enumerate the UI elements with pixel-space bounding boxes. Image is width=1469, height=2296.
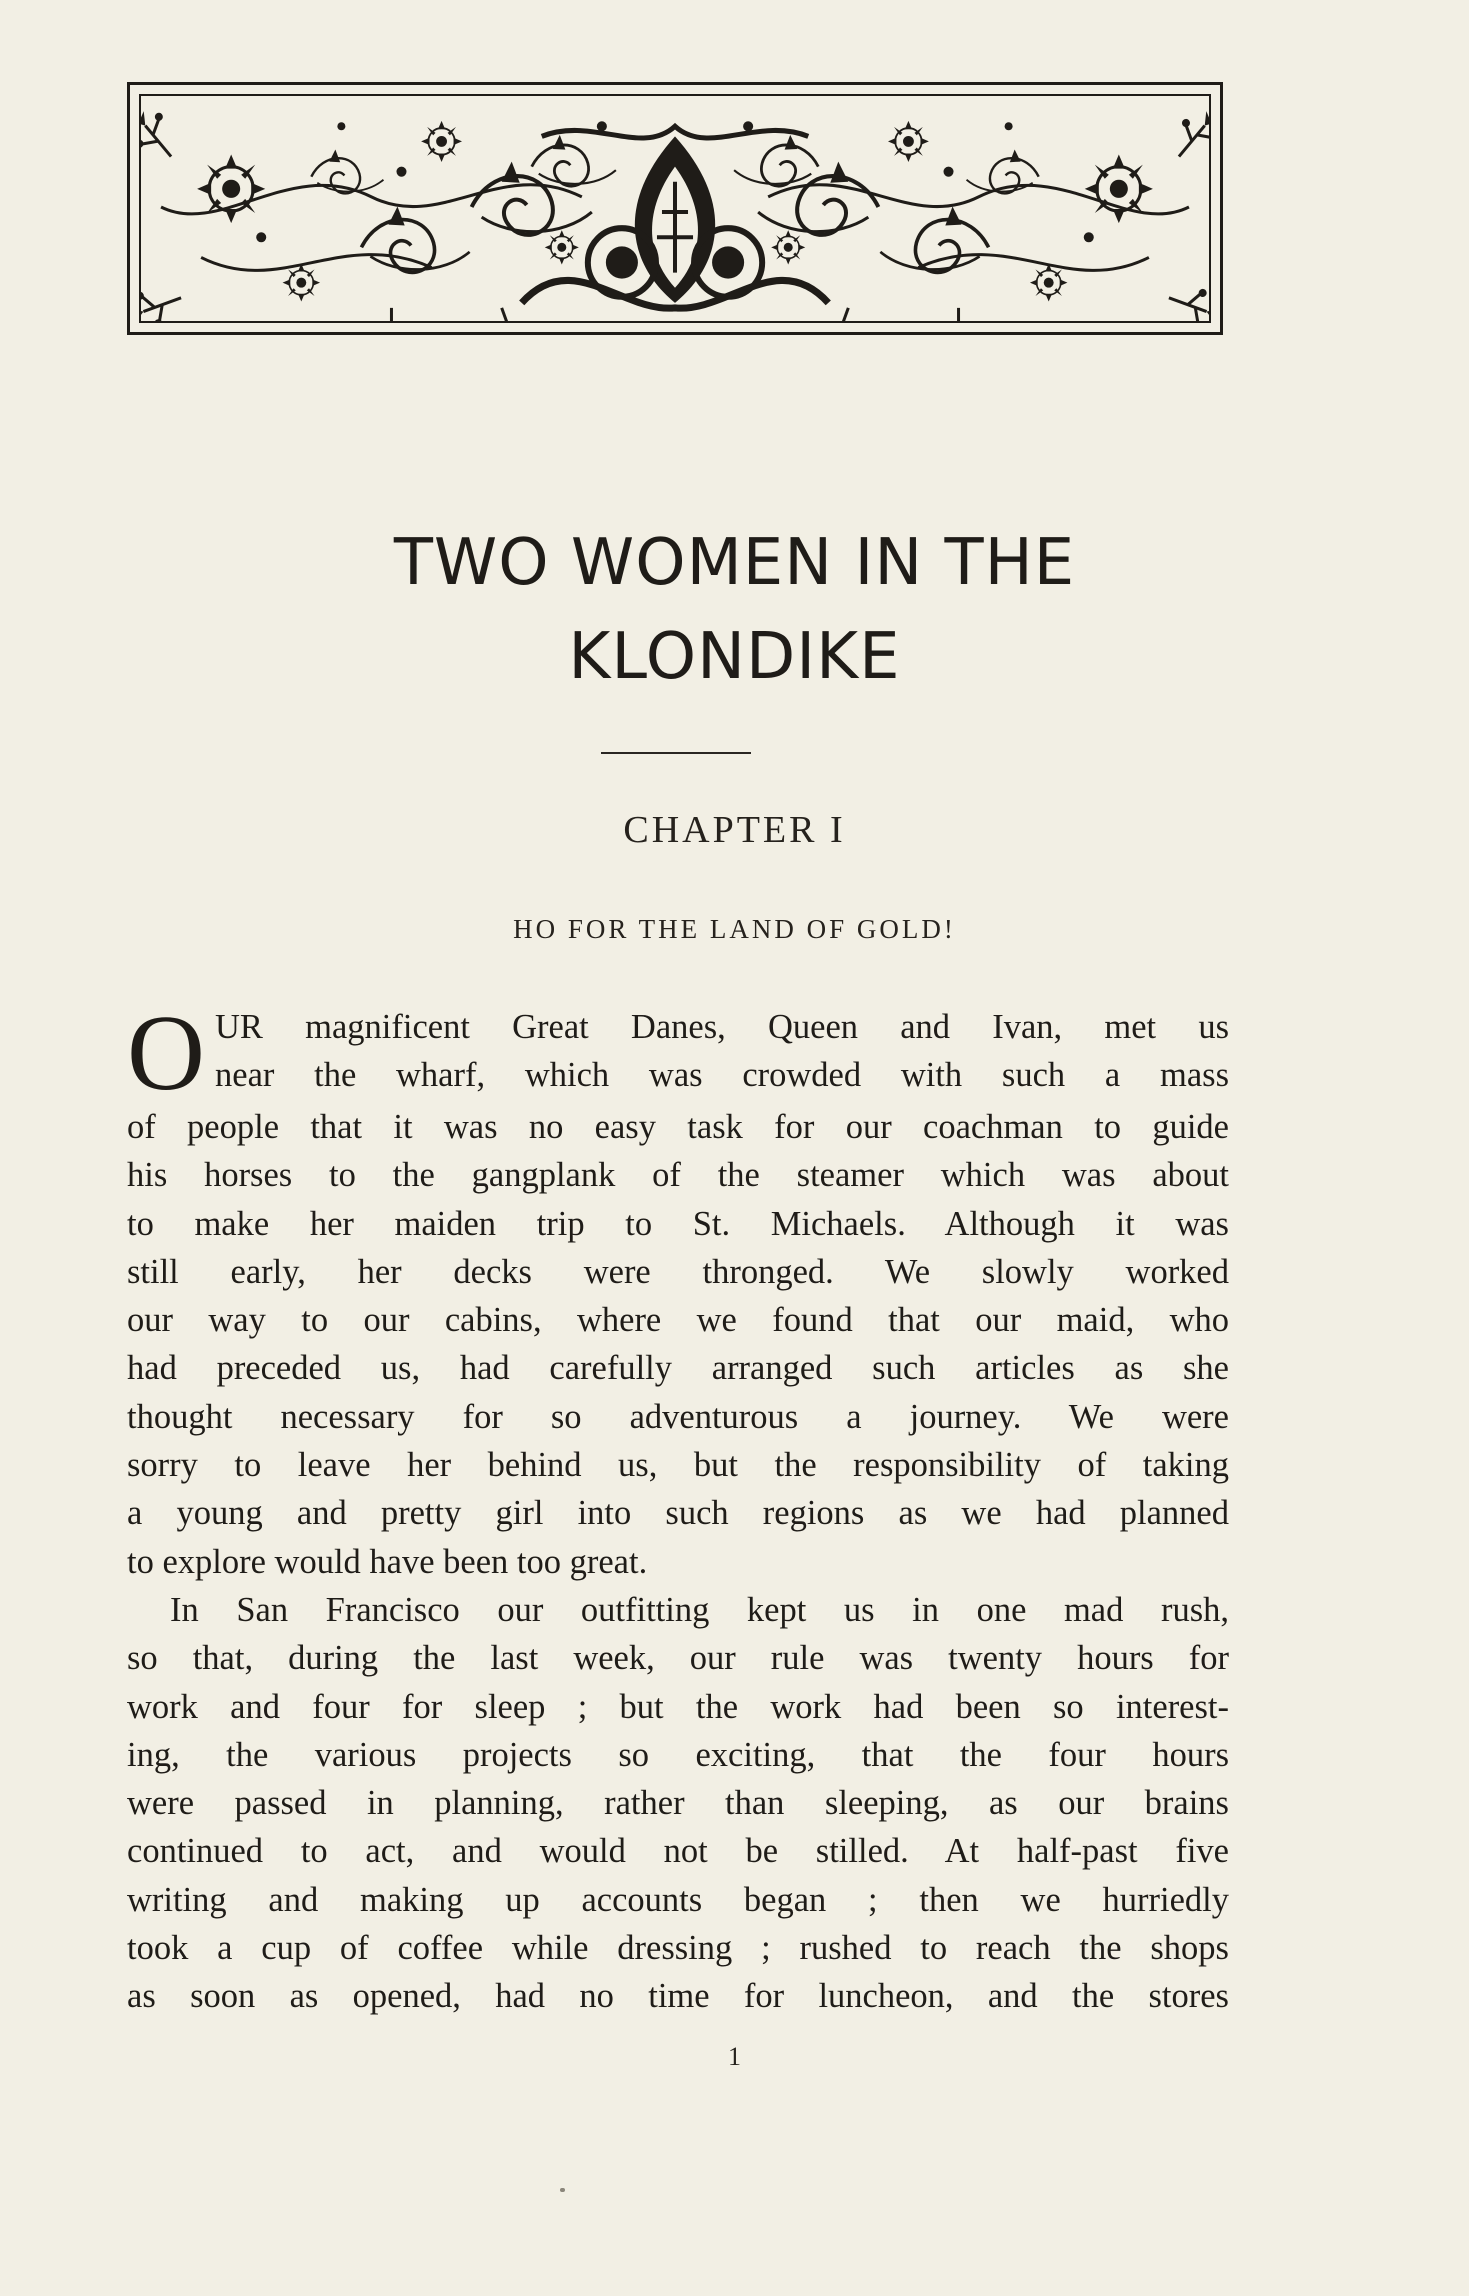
text-line: to explore would have been too great. — [127, 1542, 648, 1581]
drop-cap: O — [127, 994, 205, 1113]
chapter-body — [127, 994, 1229, 2021]
text-line: his horses to the gangplank of the steamer which was about — [127, 1156, 1229, 1195]
floral-ornament-icon — [141, 96, 1209, 321]
text-line: were passed in planning, rather than sleeping, as our brains — [127, 1784, 1229, 1823]
paper-speck — [560, 2188, 565, 2192]
text-line: near the wharf, which was crowded with such a mass — [215, 1056, 1229, 1095]
book-title-line-2: KLONDIKE — [568, 620, 901, 694]
text-line: as soon as opened, had no time for luncheon, and the stores — [127, 1977, 1229, 2016]
ornamental-headpiece — [127, 82, 1223, 335]
book-title — [0, 516, 1469, 704]
text-line: our way to our cabins, where we found that our maid, who — [127, 1301, 1229, 1340]
text-line: took a cup of coffee while dressing ; rushed to reach the shops — [127, 1929, 1229, 1968]
chapter-label: CHAPTER I — [623, 809, 846, 851]
text-line: In San Francisco our outfitting kept us in one mad rush, — [170, 1590, 1229, 1629]
page-number: 1 — [728, 2042, 741, 2071]
text-line: had preceded us, had carefully arranged such articles as she — [127, 1349, 1229, 1388]
text-line: continued to act, and would not be stilled. At half-past five — [127, 1832, 1229, 1871]
book-title-line-1: TWO WOMEN IN THE — [393, 526, 1076, 600]
text-line: a young and pretty girl into such regions as we had planned — [127, 1494, 1229, 1533]
chapter-title: HO FOR THE LAND OF GOLD! — [513, 914, 956, 944]
text-line: ing, the various projects so exciting, that the four hours — [127, 1735, 1229, 1774]
text-line: to make her maiden trip to St. Michaels. Although it was — [127, 1204, 1229, 1243]
text-line: UR magnificent Great Danes, Queen and Ivan, met us — [215, 1008, 1229, 1046]
text-line: work and four for sleep ; but the work had been so interest- — [127, 1687, 1229, 1726]
text-line: still early, her decks were thronged. We slowly worked — [127, 1252, 1229, 1291]
text-line: sorry to leave her behind us, but the responsibility of taking — [127, 1446, 1229, 1485]
text-line: of people that it was no easy task for our coachman to guide — [127, 1108, 1229, 1146]
text-line: so that, during the last week, our rule was twenty hours for — [127, 1639, 1229, 1678]
title-divider — [601, 752, 751, 754]
text-line: writing and making up accounts began ; then we hurriedly — [127, 1880, 1229, 1919]
text-line: thought necessary for so adventurous a journey. We were — [127, 1397, 1229, 1436]
